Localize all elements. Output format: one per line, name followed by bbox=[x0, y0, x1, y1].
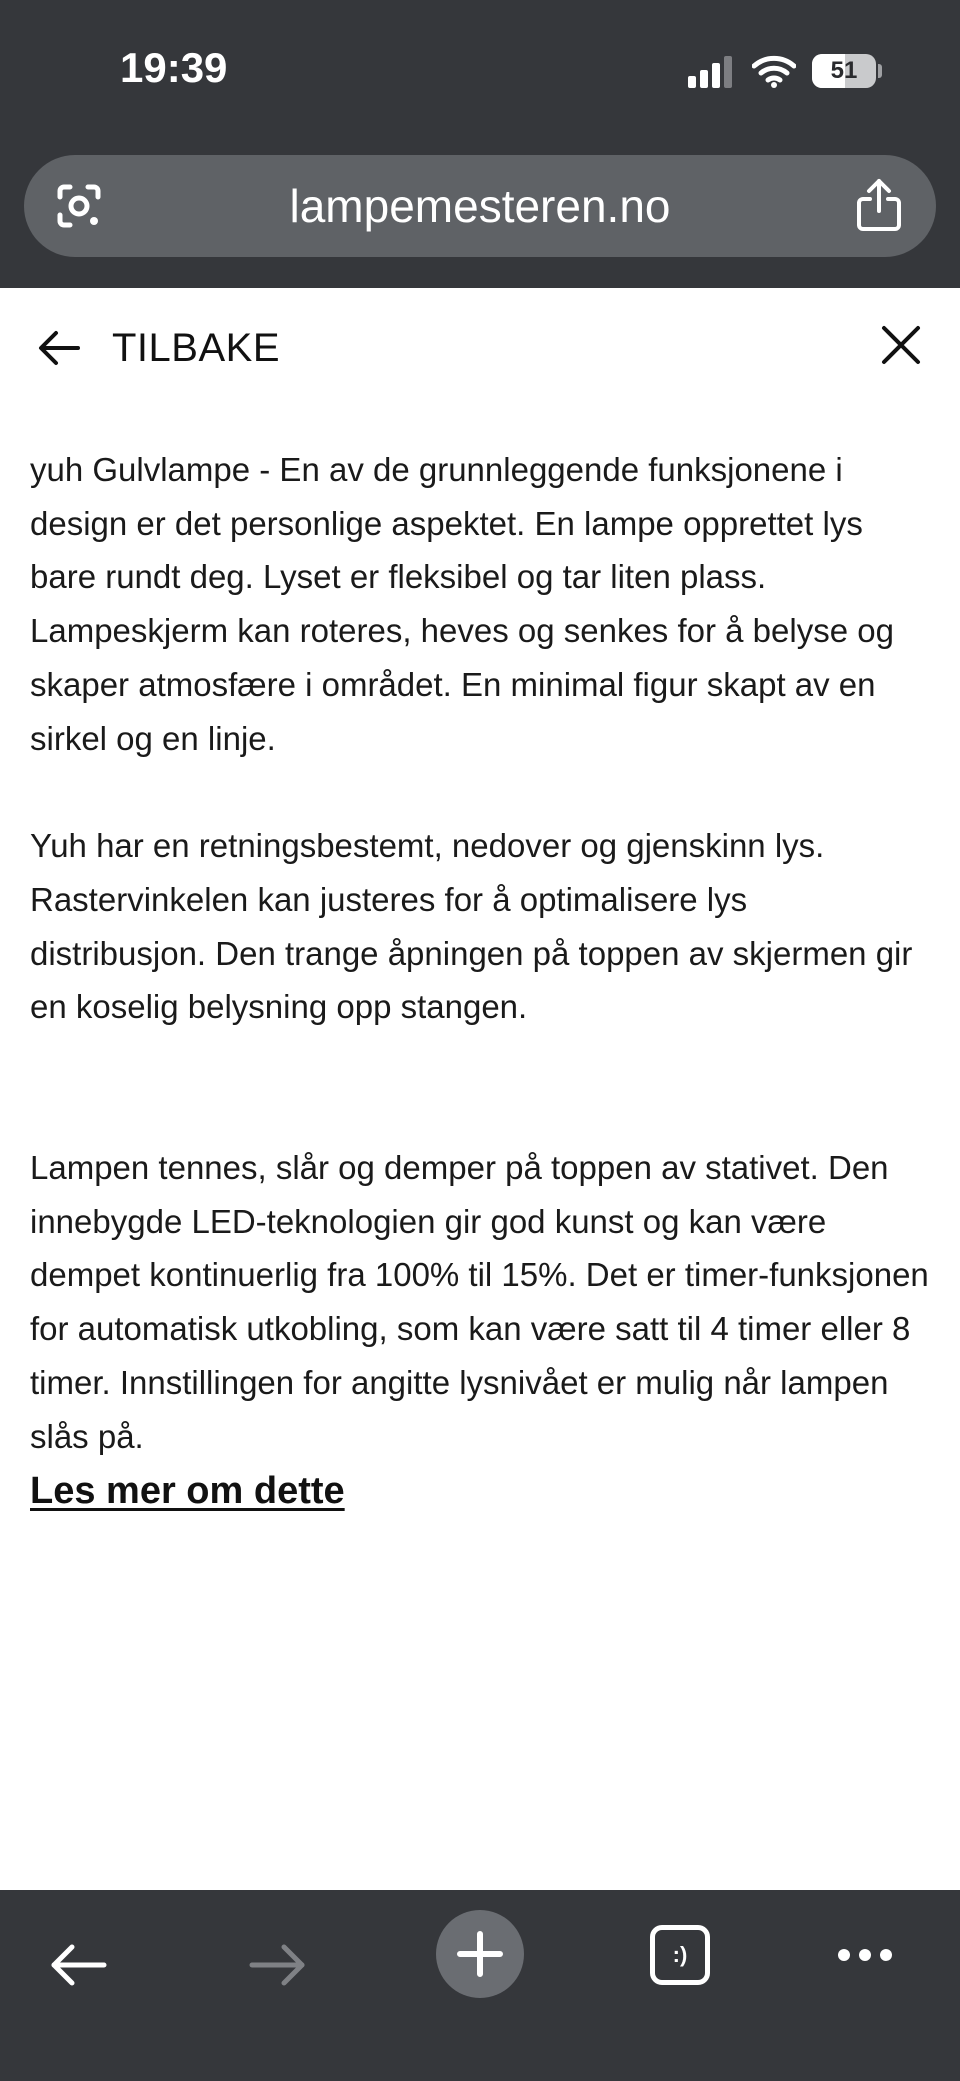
wifi-icon bbox=[752, 54, 796, 88]
close-icon[interactable] bbox=[880, 324, 922, 366]
read-more-link[interactable]: Les mer om dette bbox=[30, 1470, 345, 1513]
back-link-label[interactable]: TILBAKE bbox=[112, 326, 281, 370]
arrow-left-icon[interactable] bbox=[36, 328, 82, 368]
address-bar[interactable] bbox=[24, 155, 936, 257]
page-header bbox=[0, 288, 960, 408]
tab-switcher-button[interactable]: :) bbox=[650, 1925, 710, 1985]
status-time: 19:39 bbox=[120, 44, 228, 91]
cellular-signal-icon bbox=[688, 56, 736, 88]
battery-tip bbox=[878, 64, 882, 78]
product-description bbox=[30, 443, 930, 1519]
browser-bottom-toolbar bbox=[0, 1890, 960, 2081]
plus-icon bbox=[436, 1910, 524, 1998]
arrow-right-icon[interactable] bbox=[248, 1940, 308, 1990]
description-paragraph-2: Yuh har en retningsbestemt, nedover og gjenskinn lys. Rastervinkelen kan justeres for å optimalisere lys distribusjon. Den trange åpningen på toppen av skjermen gir en koselig belysning opp stangen. bbox=[30, 827, 913, 1026]
battery-indicator bbox=[812, 54, 876, 88]
status-bar bbox=[0, 0, 960, 140]
more-horizontal-icon[interactable] bbox=[836, 1944, 894, 1966]
description-paragraph-3: Lampen tennes, slår og demper på toppen av stativet. Den innebygde LED-teknologien gir god kunst og kan være dempet kontinuerlig fra 100% til 15%. Det er timer-funksjonen for automatisk utkobling, som kan være satt til 4 timer eller 8 timer. Innstillingen for angitte lysnivået er mulig når lampen slås på. bbox=[30, 1149, 929, 1455]
share-icon[interactable] bbox=[854, 177, 904, 233]
browser-top-chrome bbox=[0, 0, 960, 288]
new-tab-button[interactable] bbox=[436, 1910, 524, 1998]
battery-percent: 51 bbox=[830, 57, 858, 84]
arrow-left-icon[interactable] bbox=[48, 1940, 108, 1990]
url-text[interactable]: lampemesteren.no bbox=[289, 180, 671, 232]
description-paragraph-1: yuh Gulvlampe - En av de grunnleggende funksjonene i design er det personlige aspektet. En lampe opprettet lys bare rundt deg. Lyset er fleksibel og tar liten plass. Lampeskjerm kan roteres, heves og senkes for å belyse og skaper atmosfære i området. En minimal figur skapt av en sirkel og en linje. bbox=[30, 451, 894, 757]
